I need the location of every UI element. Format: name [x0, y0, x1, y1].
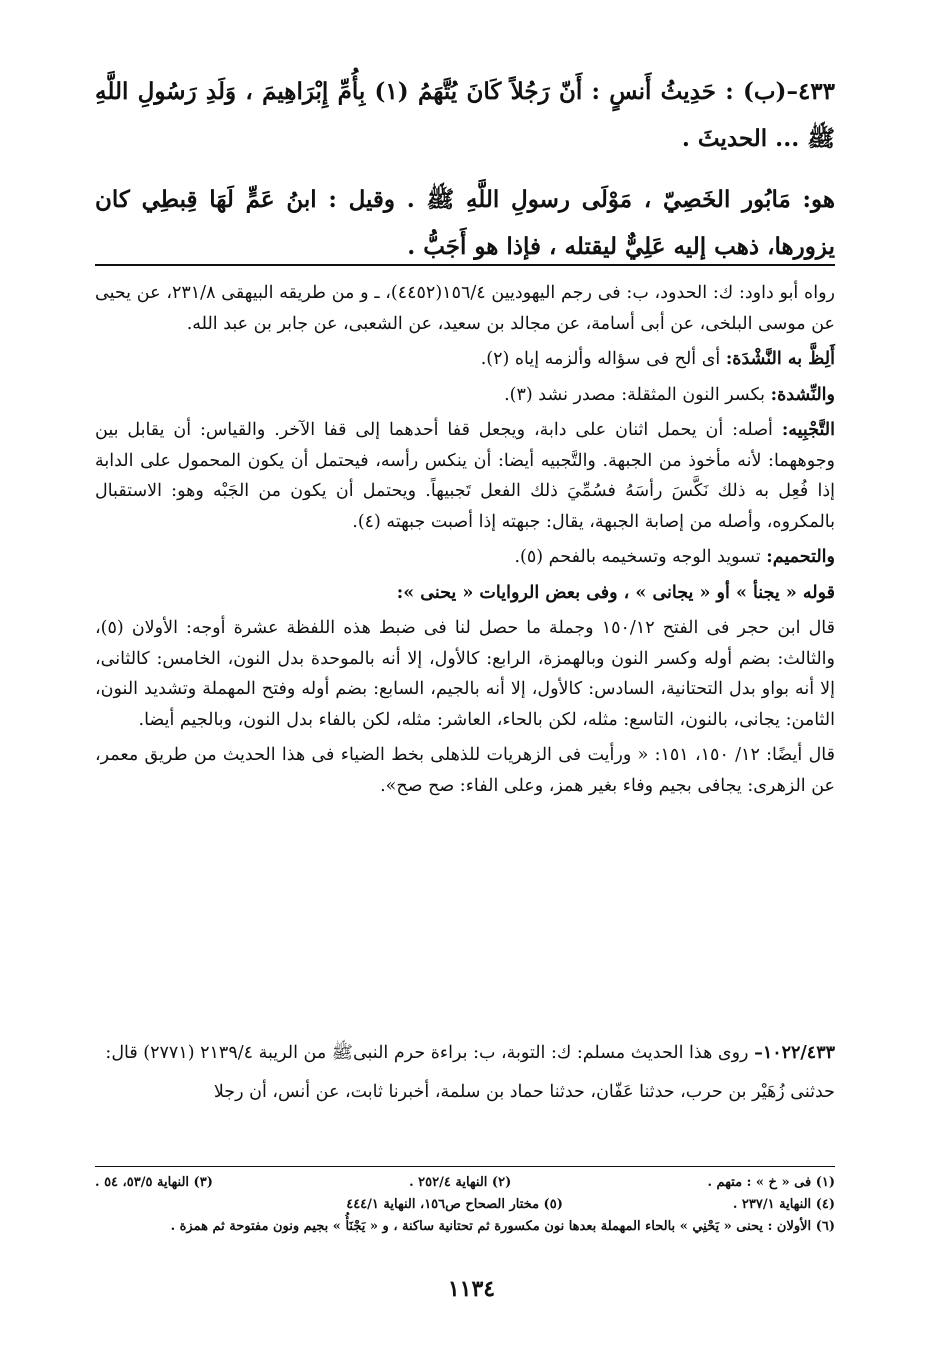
hadith-heading-line: ٤٣٣–(ب) : حَدِيثُ أَنسٍ : أَنّ رَجُلاً كَانَ يُتَّهَمُ (١) بِأُمِّ إِبْرَاهِيمَ ، وَلَدِ رَسُولِ اللَّهِ ﷺ ... الحديثَ .: [95, 78, 836, 152]
commentary-term: أَلِظَّ به النَّشْدَة:: [725, 349, 835, 369]
narration-section: [95, 1038, 835, 1115]
narration-chain: حدثنى زُهَيْر بن حرب، حدثنا عَفّان، حدثنا حماد بن سلمة، أخبرنا ثابت، عن أنس، أن رجلا: [213, 1081, 835, 1102]
footnote-divider: [95, 1166, 835, 1167]
commentary-paragraph: [95, 613, 835, 735]
commentary-paragraph: [95, 415, 835, 537]
commentary-text: بكسر النون المثقلة: مصدر نشد (٣).: [504, 384, 766, 405]
footnotes: [95, 1172, 835, 1238]
commentary-text: رواه أبو داود: ك: الحدود، ب: فى رجم اليهوديين ١٥٦/٤(٤٤٥٢)، ـ و من طريقه البيهقى ٢٣١/٨، عن يحيى عن موسى البلخى، عن أبى أسامة، عن مجالد بن سعيد، عن الشعبى، عن جابر بن عبد الله.: [95, 283, 835, 334]
commentary-paragraph: [95, 578, 835, 609]
commentary-text: قال ابن حجر فى الفتح ١٥٠/١٢ وجملة ما حصل لنا فى ضبط هذه اللفظة عشرة أوجه: الأولان (٥)، والثالث: بضم أوله وكسر النون وبالهمزة، الرابع: كالأول، إلا أنه بالموحدة بدل النون، الخامس: كالثانى، إلا أنه بواو بدل التحتانية، السادس: كالأول، إلا أنه بالجيم، السابع: بضم أوله وفتح المهملة وتشديد النون، الثامن: يجانى، بالنون، التاسع: مثله، لكن بالحاء، العاشر: مثله، لكن بالفاء بدل النون، وبالجيم أيضا.: [95, 618, 835, 730]
footnote-row: [95, 1172, 835, 1194]
commentary-paragraph: [95, 344, 835, 375]
narration-heading: [95, 1038, 835, 1069]
commentary-paragraph: [95, 380, 835, 411]
commentary-term: قوله « يجنأ » أو « يجانى » ، وفى بعض الروايات « يحنى »:: [396, 582, 835, 603]
commentary-term: والتحميم:: [766, 547, 835, 567]
top-divider: [95, 264, 835, 266]
footnote-3: (٣) النهاية ٥٣/٥، ٥٤ .: [95, 1175, 213, 1190]
commentary-term: والنِّشدة:: [770, 384, 835, 405]
hadith-explanation: هو: مَابُور الخَصِيّ ، مَوْلَى رسولِ اللَّهِ ﷺ . وقيل : ابنُ عَمٍّ لَهَا قِبطِي كان يزورها، ذهب إليه عَلِيٌّ ليقتله ، فإذا هو أَجَبُّ .: [95, 186, 835, 260]
commentary-text: أصله: أن يحمل اثنان على دابة، ويجعل قفا أحدهما إلى قفا الآخر. والقياس: أن يقابل بين وجوههما: لأنه مأخوذ من الجبهة. والتَّجبيه أيضا: أن ينكس رأسه، فيحتمل أن يكون المحمول على الدابة إذا فُعِل به ذلك نَكَّسَ رأسَهُ فسُمِّيَ ذلك الفعل تَجبيهاً. ويحتمل أن يكون من الجَبْه وهو: الاستقبال بالمكروه، وأصله من إصابة الجبهة، يقال: جبهته إذا أصبت جبهته (٤).: [95, 420, 835, 532]
commentary-term: التَّجْبِيه:: [781, 420, 835, 440]
commentary-section: [95, 278, 835, 806]
narration-number: ١٠٢٢/٤٣٣–: [754, 1043, 835, 1063]
footnote-2: (٢) النهاية ٢٥٢/٤ .: [409, 1175, 512, 1190]
commentary-paragraph: [95, 278, 835, 339]
footnote-5: (٥) مختار الصحاح ص١٥٦، النهاية ٤٤٤/١: [346, 1197, 563, 1212]
hadith-main-text: [95, 68, 835, 270]
footnote-row: [95, 1194, 835, 1216]
commentary-text: قال أيضًا: ١٢/ ١٥٠، ١٥١: « ورأيت فى الزهريات للذهلى بخط الضياء فى هذا الحديث من طريق معمر، عن الزهرى: يجافى بجيم وفاء بغير همز، وعلى الفاء: صح صح».: [95, 745, 835, 796]
spacer: [95, 162, 835, 176]
footnote-6: (٦) الأولان : يحنى « يَحْنِي » بالحاء المهملة بعدها نون مكسورة ثم تحتانية ساكنة ، و « يَجْنَأُ » بجيم ونون مفتوحة ثم همزة .: [170, 1219, 835, 1234]
footnote-1: (١) فى « خ » : متهم .: [707, 1175, 835, 1190]
commentary-paragraph: [95, 542, 835, 573]
narration-source: روى هذا الحديث مسلم: ك: التوبة، ب: براءة حرم النبىﷺ من الريبة ٢١٣٩/٤ (٢٧٧١) قال:: [105, 1043, 749, 1063]
footnote-4: (٤) النهاية ٢٣٧/١ .: [732, 1197, 835, 1212]
commentary-text: تسويد الوجه وتسخيمه بالفحم (٥).: [514, 547, 761, 567]
page-number: ١١٣٤: [447, 1276, 496, 1302]
commentary-text: أى ألح فى سؤاله وألزمه إياه (٢).: [480, 349, 721, 369]
commentary-paragraph: [95, 740, 835, 801]
